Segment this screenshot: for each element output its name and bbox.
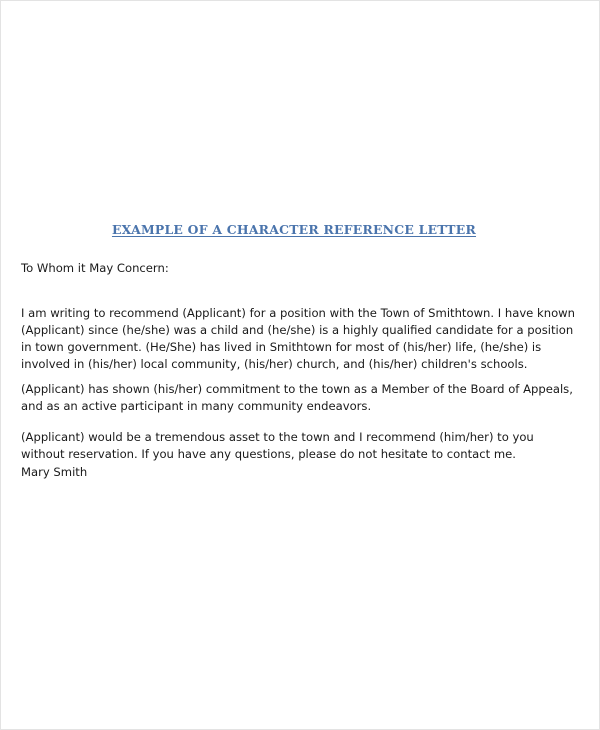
letter-paragraph-1: I am writing to recommend (Applicant) for a position with the Town of Smithtown. I have known (Applicant) since (he/she) was a child and (he/she) is a highly qualified candidate for a position in town government. (He/She) has lived in Smithtown for most of (his/her) life, (he/she) is involved in (his/her) local community, (his/her) church, and (his/her) children's schools.	[21, 305, 575, 372]
letter-paragraph-2: (Applicant) has shown (his/her) commitment to the town as a Member of the Board of Appeals, and as an active participant in many community endeavors.	[21, 381, 573, 413]
letter-salutation: To Whom it May Concern:	[21, 261, 169, 275]
letter-paragraph-3: (Applicant) would be a tremendous asset to the town and I recommend (him/her) to you without reservation. If you have any questions, please do not hesitate to contact me.	[21, 429, 534, 461]
page-title: EXAMPLE OF A CHARACTER REFERENCE LETTER	[111, 222, 477, 237]
letter-signature: Mary Smith	[21, 465, 88, 479]
